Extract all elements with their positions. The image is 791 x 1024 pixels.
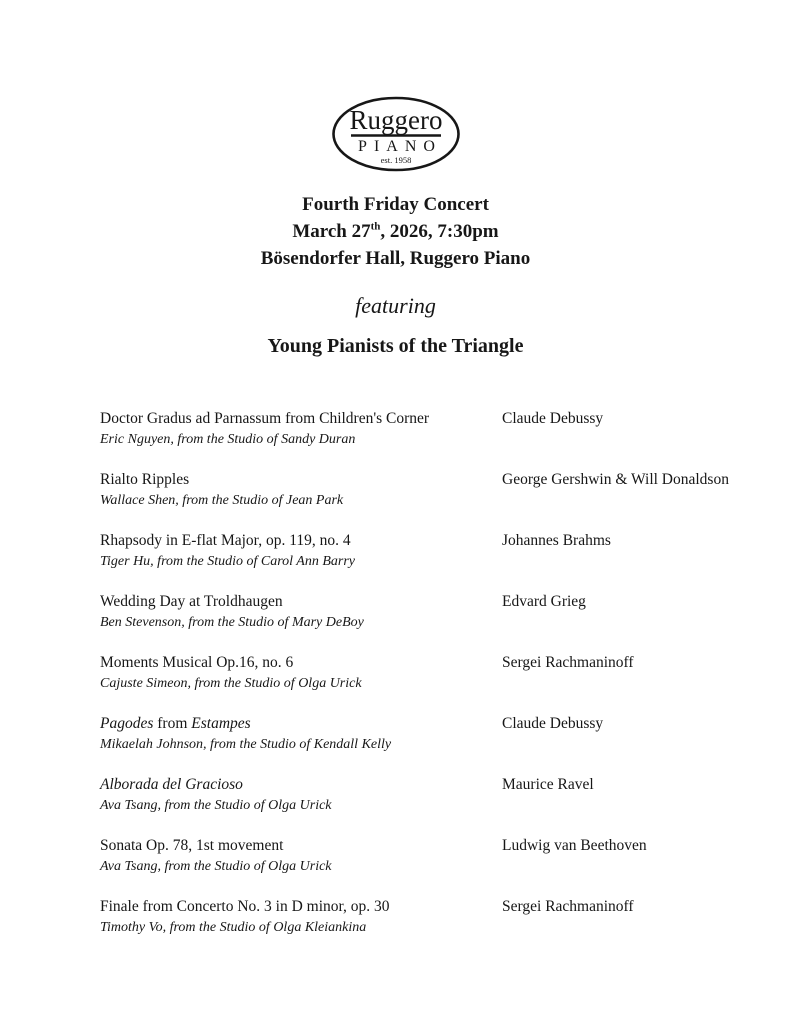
- concert-venue: Bösendorfer Hall, Ruggero Piano: [260, 248, 531, 269]
- program-entry: [100, 836, 745, 877]
- concert-title: Fourth Friday Concert: [302, 194, 489, 215]
- date-suffix: , 2026, 7:30pm: [380, 221, 499, 242]
- piece-title-segment: Doctor Gradus ad Parnassum from Children's Corner: [100, 410, 430, 427]
- logo-piano-text: PIANO: [357, 138, 442, 155]
- piece-title-segment: Sonata Op. 78, 1st movement: [100, 837, 284, 854]
- composer-name: George Gershwin & Will Donaldson: [502, 471, 729, 488]
- date-prefix: March 27: [292, 221, 371, 242]
- piece-title-segment: Rhapsody in E-flat Major, op. 119, no. 4: [100, 532, 351, 549]
- program-entry: [100, 775, 745, 816]
- performer-credit: Eric Nguyen, from the Studio of Sandy Duran: [100, 431, 356, 447]
- program-entry: [100, 531, 745, 572]
- performer-credit: Timothy Vo, from the Studio of Olga Kleiankina: [100, 919, 367, 935]
- program-entry: [100, 714, 745, 755]
- piece-info: [100, 409, 502, 450]
- piece-info: [100, 836, 502, 877]
- piece-title-segment: Moments Musical Op.16, no. 6: [100, 654, 294, 671]
- performer-credit: Tiger Hu, from the Studio of Carol Ann Barry: [100, 553, 355, 569]
- piece-title-segment: Estampes: [191, 715, 251, 732]
- composer-name: Ludwig van Beethoven: [502, 837, 647, 854]
- event-header: [0, 191, 791, 358]
- logo-est-text: est. 1958: [380, 155, 411, 165]
- piece-title: [100, 775, 502, 796]
- featured-group-title: Young Pianists of the Triangle: [267, 335, 524, 357]
- piece-title: [100, 409, 502, 430]
- logo-oval-graphic: [331, 96, 461, 172]
- piece-info: [100, 531, 502, 572]
- performer-credit: Ava Tsang, from the Studio of Olga Urick: [100, 797, 332, 813]
- piece-title: [100, 714, 502, 735]
- piece-title-segment: Alborada del Gracioso: [100, 776, 243, 793]
- piece-title-segment: from: [153, 715, 192, 732]
- piece-title: [100, 836, 502, 857]
- featuring-label: featuring: [355, 293, 436, 318]
- piece-title-segment: Finale from Concerto No. 3 in D minor, op. 30: [100, 898, 390, 915]
- piece-info: [100, 714, 502, 755]
- composer-name: Sergei Rachmaninoff: [502, 654, 634, 671]
- composer-name: Maurice Ravel: [502, 776, 594, 793]
- piece-title: [100, 897, 502, 918]
- performer-credit: Wallace Shen, from the Studio of Jean Park: [100, 492, 344, 508]
- piece-title: [100, 531, 502, 552]
- program-entry: [100, 897, 745, 938]
- composer-name: Johannes Brahms: [502, 532, 611, 549]
- performer-credit: Mikaelah Johnson, from the Studio of Kendall Kelly: [100, 736, 392, 752]
- piece-info: [100, 775, 502, 816]
- piece-info: [100, 897, 502, 938]
- logo-name-text: Ruggero: [349, 105, 442, 135]
- ruggero-piano-logo: [0, 0, 791, 177]
- piece-title-segment: Rialto Ripples: [100, 471, 190, 488]
- program-entry: [100, 653, 745, 694]
- composer-name: Claude Debussy: [502, 410, 604, 427]
- performer-credit: Ava Tsang, from the Studio of Olga Urick: [100, 858, 332, 874]
- piece-title-segment: Pagodes: [100, 715, 154, 732]
- composer-name: Sergei Rachmaninoff: [502, 898, 634, 915]
- piece-title-segment: Wedding Day at Troldhaugen: [100, 593, 283, 610]
- performer-credit: Ben Stevenson, from the Studio of Mary DeBoy: [100, 614, 364, 630]
- program-entry: [100, 592, 745, 633]
- piece-title: [100, 470, 502, 491]
- performer-credit: Cajuste Simeon, from the Studio of Olga Urick: [100, 675, 362, 691]
- concert-datetime: [0, 218, 791, 245]
- piece-info: [100, 470, 502, 511]
- program-list: [100, 409, 745, 938]
- composer-name: Claude Debussy: [502, 715, 604, 732]
- program-entry: [100, 470, 745, 511]
- piece-info: [100, 592, 502, 633]
- program-entry: [100, 409, 745, 450]
- piece-title: [100, 592, 502, 613]
- date-ordinal-superscript: th: [370, 220, 381, 233]
- composer-name: Edvard Grieg: [502, 593, 586, 610]
- piece-title: [100, 653, 502, 674]
- piece-info: [100, 653, 502, 694]
